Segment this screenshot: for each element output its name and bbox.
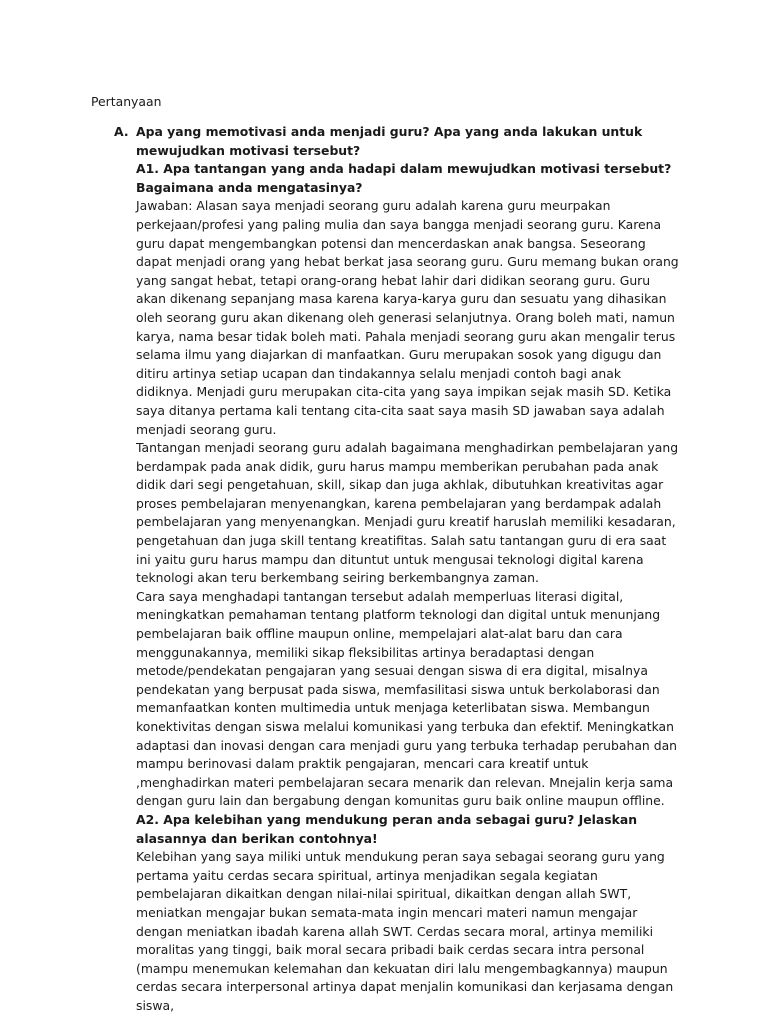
question-a: Apa yang memotivasi anda menjadi guru? Apa yang anda lakukan untuk mewujudkan motivasi tersebut? <box>136 124 643 158</box>
answer-a1-paragraph-2: Tantangan menjadi seorang guru adalah bagaimana menghadirkan pembelajaran yang berdampak pada anak didik, guru harus mampu memberikan perubahan pada anak didik dari segi pengetahuan, skill, sikap dan juga akhlak, dibutuhkan kreativitas agar proses pembelajaran menyenangkan, karena pembelajaran yang berdampak adalah pembelajaran yang menyenangkan. Menjadi guru kreatif haruslah memiliki kesadaran, pengetahuan dan juga skill tentang kreatifitas. Salah satu tantangan guru di era saat ini yaitu guru harus mampu dan dituntut untuk mengusai teknologi digital karena teknologi akan teru berkembang seiring berkembangnya zaman. <box>136 440 679 586</box>
question-a1: A1. Apa tantangan yang anda hadapi dalam mewujudkan motivasi tersebut? Bagaimana anda mengatasinya? <box>136 161 672 195</box>
answer-a1-paragraph-1: Jawaban: Alasan saya menjadi seorang guru adalah karena guru meurpakan perkejaan/profesi yang paling mulia dan saya bangga menjadi seorang guru. Karena guru dapat mengembangkan potensi dan mencerdaskan anak bangsa. Seseorang dapat menjadi orang yang hebat berkat jasa seorang guru. Guru memang bukan orang yang sangat hebat, tetapi orang-orang hebat lahir dari didikan seorang guru. Guru akan dikenang sepanjang masa karena karya-karya guru dan sesuatu yang dihasikan oleh seorang guru akan dikenang oleh generasi selanjutnya. Orang boleh mati, namun karya, nama besar tidak boleh mati. Pahala menjadi seorang guru akan mengalir terus selama ilmu yang diajarkan di manfaatkan. Guru merupakan sosok yang digugu dan ditiru artinya setiap ucapan dan tindakannya selalu menjadi contoh bagi anak didiknya. Menjadi guru merupakan cita-cita yang saya impikan sejak masih SD. Ketika saya ditanya pertama kali tentang cita-cita saat saya masih SD jawaban saya adalah menjadi seorang guru. <box>136 198 679 437</box>
question-a2: A2. Apa kelebihan yang mendukung peran anda sebagai guru? Jelaskan alasannya dan berikan contohnya! <box>136 811 638 846</box>
section-heading: Pertanyaan <box>91 94 162 109</box>
question-block-a <box>114 123 681 1016</box>
answer-a2-paragraph: Kelebihan yang saya miliki untuk mendukung peran saya sebagai seorang guru yang pertama yaitu cerdas secara spiritual, artinya menjadikan segala kegiatan pembelajaran dikaitkan dengan nilai-nilai spiritual, dikaitkan dengan allah SWT, meniatkan mengajar bukan semata-mata ingin mencari materi namun mengajar dengan meniatkan ibadah karena allah SWT. Cerdas secara moral, artinya memiliki moralitas yang tinggi, baik moral secara pribadi baik cerdas secara intra personal (mampu menemukan kelemahan dan kekuatan diri lalu mengembagkannya) maupun cerdas secara interpersonal artinya dapat menjalin komunikasi dan kerjasama dengan siswa, <box>136 849 674 1013</box>
answer-a1-paragraph-3: Cara saya menghadapi tantangan tersebut adalah memperluas literasi digital, meningkatkan pemahaman tentang platform teknologi dan digital untuk menunjang pembelajaran baik offline maupun online, mempelajari alat-alat baru dan cara menggunakannya, memiliki sikap fleksibilitas artinya beradaptasi dengan metode/pendekatan pengajaran yang sesuai dengan siswa di era digital, misalnya pendekatan yang berpusat pada siswa, memfasilitasi siswa untuk berkolaborasi dan memanfaatkan konten multimedia untuk menjaga keterlibatan siswa. Membangun konektivitas dengan siswa melalui komunikasi yang terbuka dan efektif. Meningkatkan adaptasi dan inovasi dengan cara menjadi guru yang terbuka terhadap perubahan dan mampu berinovasi dalam praktik pengajaran, mencari cara kreatif untuk ,menghadirkan materi pembelajaran secara menarik dan relevan. Mnejalin kerja sama dengan guru lain dan bergabung dengan komunitas guru baik online maupun offline. <box>136 588 678 809</box>
list-marker: A. <box>114 124 129 139</box>
